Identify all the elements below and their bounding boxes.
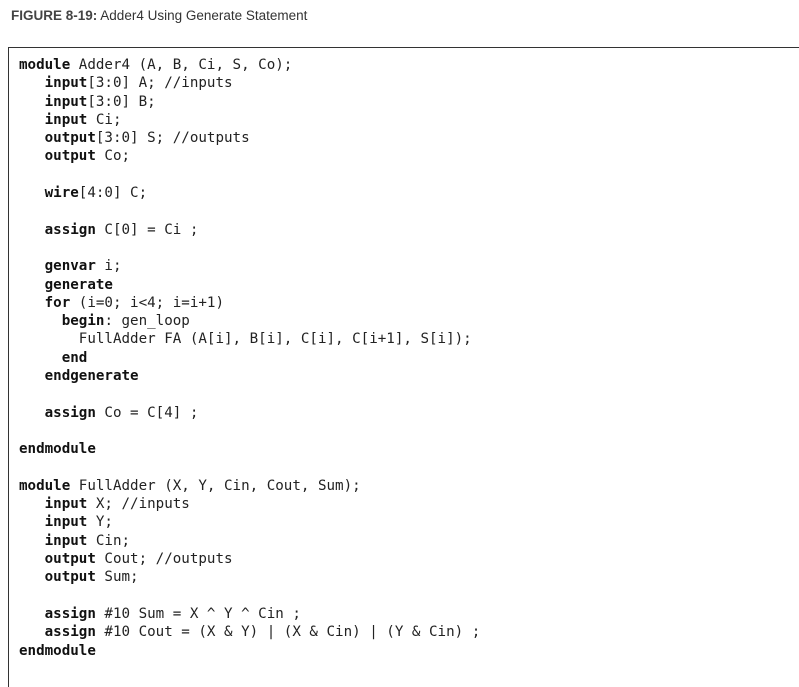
- code-keyword: endmodule: [19, 441, 96, 458]
- code-text: [3:0] B;: [87, 93, 156, 110]
- code-indent: [19, 331, 79, 347]
- code-indent: [19, 624, 45, 640]
- code-indent: [19, 258, 45, 274]
- code-keyword: assign: [44, 605, 96, 622]
- code-indent: [19, 551, 45, 567]
- figure-title: Adder4 Using Generate Statement: [100, 8, 308, 23]
- code-line: [19, 367, 480, 385]
- code-indent: [19, 350, 62, 366]
- code-text: Co;: [95, 148, 131, 165]
- code-keyword: input: [44, 514, 88, 531]
- code-indent: [19, 94, 45, 110]
- code-line: [19, 623, 480, 641]
- code-line: [19, 276, 480, 294]
- code-indent: [19, 112, 45, 128]
- code-text: Cout; //outputs: [95, 551, 233, 568]
- code-text: #10 Cout = (X & Y) | (X & Cin) | (Y & Cin) ;: [95, 624, 481, 641]
- code-keyword: for: [44, 294, 71, 311]
- code-indent: [19, 606, 45, 622]
- code-indent: [19, 130, 45, 146]
- code-keyword: output: [44, 551, 96, 568]
- code-line: [19, 111, 480, 129]
- code-line: [19, 495, 480, 513]
- code-keyword: output: [44, 148, 96, 165]
- code-indent: [19, 75, 45, 91]
- code-keyword: input: [44, 111, 88, 128]
- verilog-code-listing: [19, 56, 480, 660]
- code-keyword: assign: [44, 624, 96, 641]
- code-text: Ci;: [87, 111, 122, 128]
- code-indent: [19, 496, 45, 512]
- code-keyword: input: [44, 532, 88, 549]
- code-indent: [19, 148, 45, 164]
- code-line: [19, 587, 480, 605]
- code-keyword: output: [44, 130, 96, 147]
- code-keyword: assign: [44, 404, 96, 421]
- code-line: [19, 56, 480, 74]
- code-text: C[0] = Ci ;: [95, 221, 199, 238]
- code-line: [19, 166, 480, 184]
- figure-caption: [11, 8, 307, 23]
- code-keyword: input: [44, 75, 88, 92]
- code-line: [19, 239, 480, 257]
- code-keyword: endmodule: [19, 642, 96, 659]
- code-text: FullAdder FA (A[i], B[i], C[i], C[i+1], S[i]);: [78, 331, 472, 348]
- code-keyword: output: [44, 569, 96, 586]
- code-line: [19, 93, 480, 111]
- code-text: Y;: [87, 514, 113, 531]
- code-indent: [19, 514, 45, 530]
- code-line: [19, 605, 480, 623]
- code-indent: [19, 533, 45, 549]
- code-keyword: module: [19, 477, 71, 494]
- code-keyword: endgenerate: [44, 368, 139, 385]
- code-text: Sum;: [95, 569, 139, 586]
- code-line: [19, 532, 480, 550]
- code-text: : gen_loop: [104, 313, 190, 330]
- code-text: i;: [95, 258, 122, 275]
- code-text: Co = C[4] ;: [95, 404, 199, 421]
- code-line: [19, 642, 480, 660]
- code-line: [19, 202, 480, 220]
- code-line: [19, 74, 480, 92]
- code-keyword: genvar: [44, 258, 96, 275]
- code-indent: [19, 185, 45, 201]
- code-text: [3:0] A; //inputs: [87, 75, 233, 92]
- code-keyword: module: [19, 57, 71, 73]
- code-keyword: input: [44, 496, 88, 513]
- code-line: [19, 184, 480, 202]
- code-keyword: wire: [44, 185, 79, 202]
- code-line: [19, 568, 480, 586]
- code-line: [19, 513, 480, 531]
- code-text: (i=0; i<4; i=i+1): [70, 294, 224, 311]
- code-line: [19, 477, 480, 495]
- code-indent: [19, 368, 45, 384]
- code-indent: [19, 295, 45, 311]
- code-text: [4:0] C;: [78, 185, 148, 202]
- code-line: [19, 312, 480, 330]
- code-keyword: end: [61, 349, 88, 366]
- code-indent: [19, 313, 62, 329]
- code-line: [19, 550, 480, 568]
- code-text: [3:0] S; //outputs: [95, 130, 250, 147]
- code-keyword: input: [44, 93, 88, 110]
- code-text: Cin;: [87, 532, 131, 549]
- code-line: [19, 385, 480, 403]
- code-line: [19, 147, 480, 165]
- code-line: [19, 404, 480, 422]
- code-line: [19, 330, 480, 348]
- code-text: #10 Sum = X ^ Y ^ Cin ;: [95, 605, 301, 622]
- code-indent: [19, 222, 45, 238]
- code-line: [19, 440, 480, 458]
- code-text: X; //inputs: [87, 496, 190, 513]
- code-line: [19, 129, 480, 147]
- code-text: Adder4 (A, B, Ci, S, Co);: [70, 57, 293, 73]
- code-line: [19, 459, 480, 477]
- code-line: [19, 257, 480, 275]
- code-line: [19, 349, 480, 367]
- code-text: FullAdder (X, Y, Cin, Cout, Sum);: [70, 477, 361, 494]
- code-indent: [19, 405, 45, 421]
- code-indent: [19, 569, 45, 585]
- code-line: [19, 221, 480, 239]
- code-keyword: assign: [44, 221, 96, 238]
- code-line: [19, 422, 480, 440]
- code-indent: [19, 277, 45, 293]
- code-keyword: generate: [44, 276, 113, 293]
- figure-label: FIGURE 8-19:: [11, 8, 98, 23]
- code-keyword: begin: [61, 313, 105, 330]
- code-line: [19, 294, 480, 312]
